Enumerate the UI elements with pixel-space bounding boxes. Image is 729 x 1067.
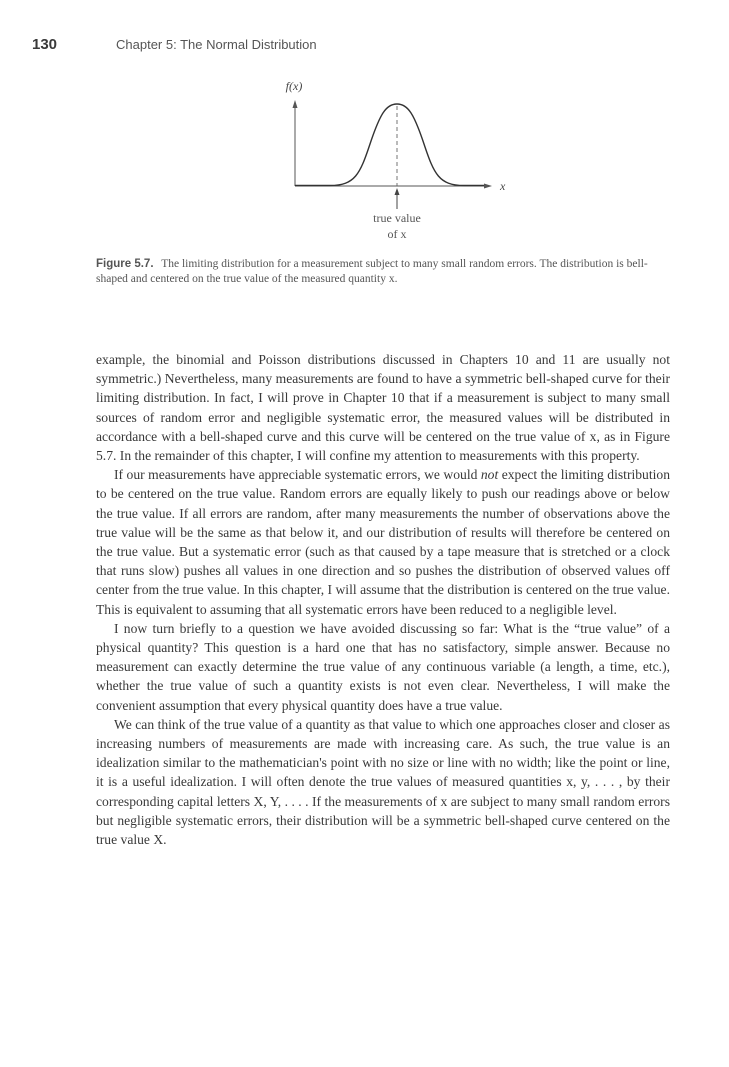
y-axis-label: f(x) xyxy=(285,79,303,93)
page-number: 130 xyxy=(32,36,58,53)
paragraph-text: example, the binomial and Poisson distributions discussed in Chapters 10 and 11 are usually not symmetric.) Nevertheless, many measurements are found to have a symmetric bell-shaped curve for their limiting distribution. In fact, I will prove in Chapter 10 that if a measurement is subject to many small sources of random error and negligible systematic error, the measured values will be distributed in accordance with a bell-shaped curve and this curve will be centered on the true value of x, as in Figure 5.7. In the remainder of this chapter, I will confine my attention to measurements with this property. xyxy=(96,352,670,464)
true-value-label-line1: true value xyxy=(373,211,421,225)
body-text xyxy=(96,350,670,849)
x-axis-arrowhead xyxy=(484,184,492,189)
figure-5-7 xyxy=(270,76,530,246)
true-value-marker-arrowhead xyxy=(395,188,400,195)
y-axis-arrowhead xyxy=(293,100,298,108)
x-axis-label: x xyxy=(500,179,506,193)
paragraph-1 xyxy=(96,350,670,465)
emphasis-not: not xyxy=(480,467,499,483)
bell-curve-diagram xyxy=(270,76,530,246)
paragraph-text: I now turn briefly to a question we have avoided discussing so far: What is the “true value” of a physical quantity? This question is a hard one that has no satisfactory, simple answer. Because no measurement can exactly determine the true value of any continuous variable (a length, a time, etc.), whether the true value of such a quantity exists is not even clear. Nevertheless, I will make the convenient assumption that every physical quantity does have a true value. xyxy=(96,620,670,713)
true-value-label-line2: of x xyxy=(387,227,407,241)
page-header xyxy=(32,36,672,56)
paragraph-text: If our measurements have appreciable systematic errors, we would xyxy=(114,467,481,483)
bell-curve xyxy=(295,104,484,186)
paragraph-text: We can think of the true value of a quantity as that value to which one approaches closer and closer as increasing numbers of measurements are made with increasing care. As such, the true value is an idealization similar to the mathematician's point with no size or line with no width; like the point or line, it is a useful idealization. I will often denote the true values of measured quantities x, y, . . . , by their corresponding capital letters X, Y, . . . . If the measurements of x are subject to many small random errors but negligible systematic errors, their distribution will be a symmetric bell-shaped curve centered on the true value X. xyxy=(96,716,670,848)
paragraph-4 xyxy=(96,715,670,849)
figure-caption-text: The limiting distribution for a measurement subject to many small random errors. The distribution is bell-shaped and centered on the true value of the measured quantity x. xyxy=(96,258,648,285)
running-head: Chapter 5: The Normal Distribution xyxy=(116,37,317,52)
paragraph-2 xyxy=(96,465,670,619)
figure-caption-label: Figure 5.7. xyxy=(96,258,154,270)
figure-caption xyxy=(96,257,656,287)
paragraph-text: expect the limiting distribution to be centered on the true value. Random errors are equally likely to push our readings above or below the true value. If all errors are random, after many measurements the number of observations above the true value will be the same as that below it, and our distribution of results will therefore be centered on the true value. But a systematic error (such as that caused by a tape measure that is stretched or a clock that runs slow) pushes all values in one direction and so pushes the distribution of observed values off center from the true value. In this chapter, I will assume that the distribution is centered on the true value. This is equivalent to assuming that all systematic errors have been reduced to a negligible level. xyxy=(96,467,670,617)
paragraph-3 xyxy=(96,619,670,715)
